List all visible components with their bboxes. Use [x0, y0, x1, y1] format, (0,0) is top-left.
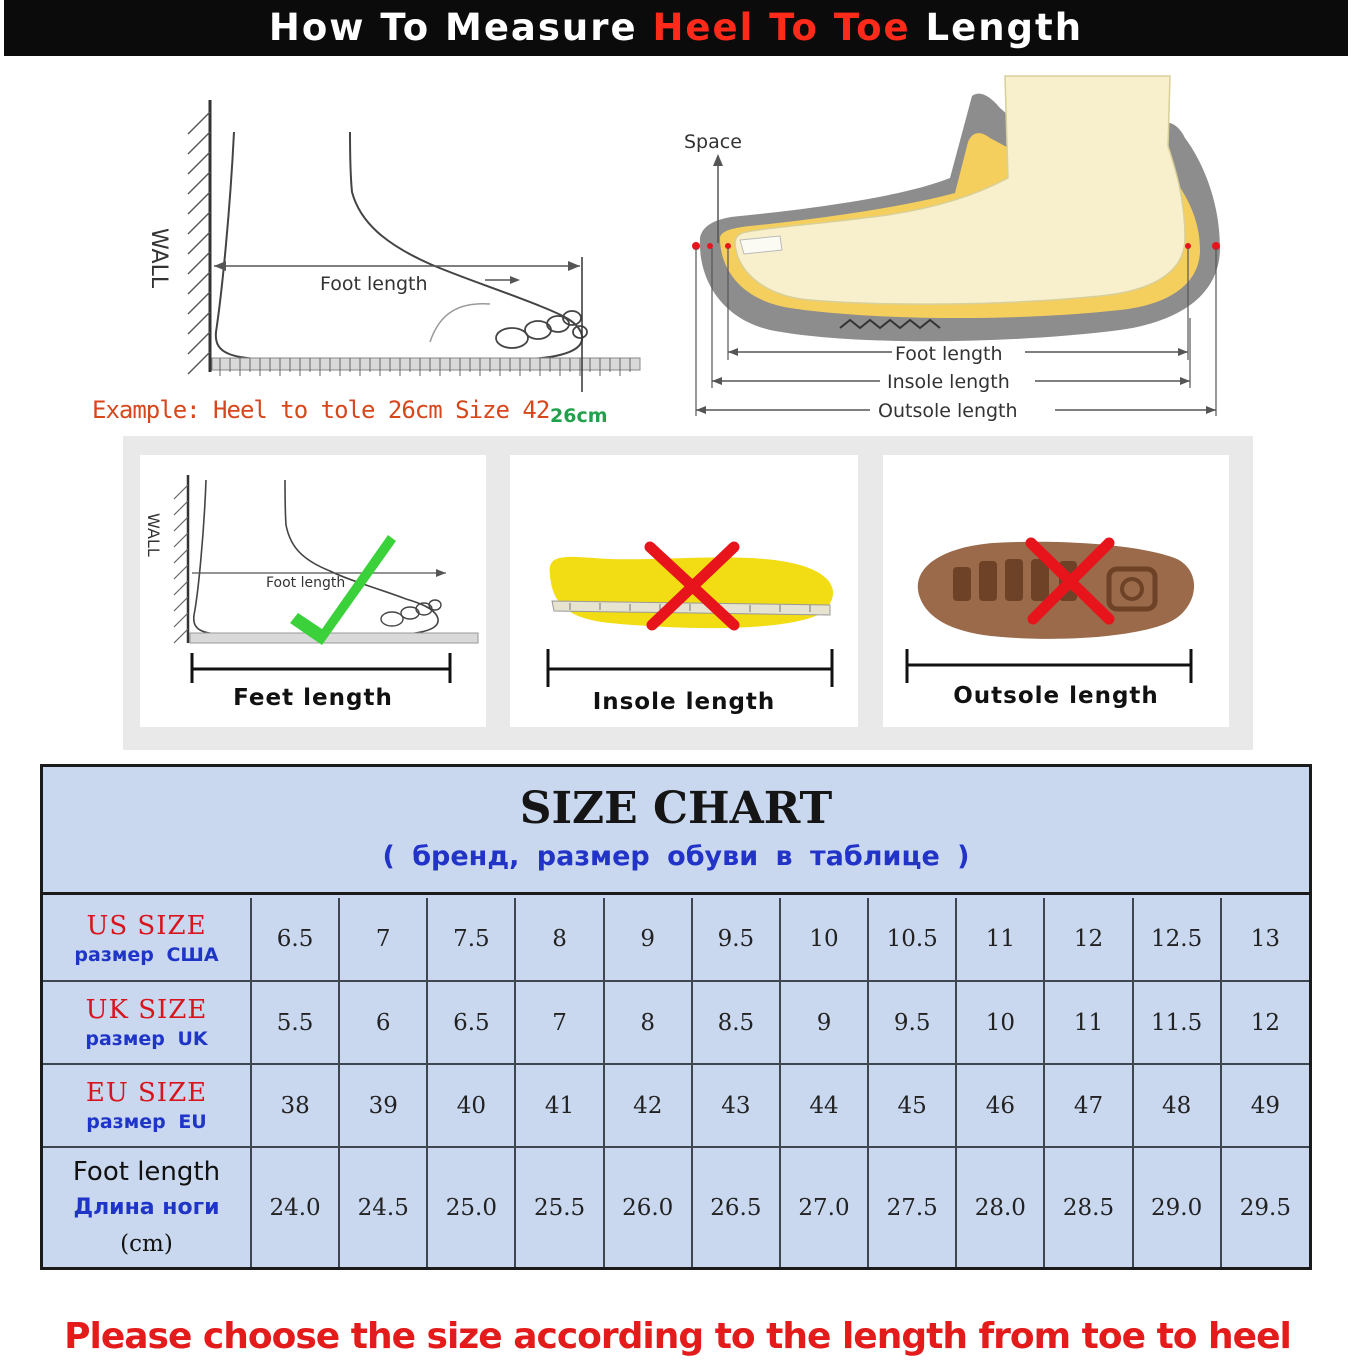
size-table — [43, 898, 1309, 1267]
table-cell: 9 — [780, 981, 868, 1064]
table-row-eu — [43, 1064, 1309, 1147]
table-cell: 43 — [692, 1064, 780, 1147]
table-cell: 10 — [780, 898, 868, 981]
table-row-uk — [43, 981, 1309, 1064]
table-cell: 10.5 — [868, 898, 956, 981]
table-cell: 12 — [1221, 981, 1309, 1064]
panel-wall-label: WALL — [144, 513, 163, 557]
table-cell: 12.5 — [1133, 898, 1221, 981]
us-size-sublabel: размер США — [74, 944, 219, 966]
table-cell: 8 — [604, 981, 692, 1064]
outsole-length-panel — [883, 455, 1229, 727]
feet-length-bracket — [140, 647, 486, 687]
table-cell: 12 — [1044, 898, 1132, 981]
foot-against-wall-diagram — [130, 92, 650, 392]
table-cell: 25.5 — [515, 1147, 603, 1267]
example-text: Example: Heel to tole 26cm Size 42 — [92, 396, 550, 424]
foot-length-row-sublabel: Длина ноги — [73, 1194, 220, 1220]
table-cell: 27.5 — [868, 1147, 956, 1267]
table-cell: 48 — [1133, 1064, 1221, 1147]
row-header-foot-length — [43, 1147, 251, 1267]
row-header-us — [43, 898, 251, 981]
row-header-uk — [43, 981, 251, 1064]
right-foot-length-label: Foot length — [895, 343, 1003, 365]
size-chart-title: SIZE CHART — [519, 783, 833, 834]
size-chart-subtitle: ( бренд, размер обуви в таблице ) — [382, 841, 970, 872]
size-chart-header — [43, 767, 1309, 895]
table-row-foot-length — [43, 1147, 1309, 1267]
insole-illustration — [510, 455, 858, 655]
shoe-cross-section-diagram — [680, 68, 1240, 428]
uk-size-label: UK SIZE — [85, 994, 208, 1025]
table-cell: 29.0 — [1133, 1147, 1221, 1267]
us-size-label: US SIZE — [86, 911, 207, 941]
table-cell: 26.0 — [604, 1147, 692, 1267]
table-cell: 6 — [339, 981, 427, 1064]
measurement-26cm-label: 26cm — [550, 405, 608, 427]
table-cell: 25.0 — [427, 1147, 515, 1267]
table-cell: 28.0 — [956, 1147, 1044, 1267]
insole-length-label: Insole length — [887, 371, 1010, 393]
outsole-length-bracket — [883, 645, 1229, 685]
table-cell: 10 — [956, 981, 1044, 1064]
table-cell: 42 — [604, 1064, 692, 1147]
feet-length-caption: Feet length — [233, 685, 393, 711]
table-cell: 26.5 — [692, 1147, 780, 1267]
table-cell: 44 — [780, 1064, 868, 1147]
table-cell: 7 — [515, 981, 603, 1064]
table-cell: 11 — [1044, 981, 1132, 1064]
footer-note: Please choose the size according to the length from toe to heel — [64, 1316, 1291, 1357]
table-cell: 29.5 — [1221, 1147, 1309, 1267]
space-label: Space — [684, 131, 742, 153]
table-cell: 27.0 — [780, 1147, 868, 1267]
table-cell: 9.5 — [692, 898, 780, 981]
table-cell: 49 — [1221, 1064, 1309, 1147]
insole-length-caption: Insole length — [592, 689, 776, 715]
table-cell: 8.5 — [692, 981, 780, 1064]
table-cell: 9.5 — [868, 981, 956, 1064]
table-cell: 5.5 — [251, 981, 339, 1064]
table-cell: 38 — [251, 1064, 339, 1147]
table-cell: 41 — [515, 1064, 603, 1147]
table-cell: 11.5 — [1133, 981, 1221, 1064]
table-cell: 11 — [956, 898, 1044, 981]
foot-length-label: Foot length — [320, 273, 428, 295]
table-cell: 40 — [427, 1064, 515, 1147]
table-row-us — [43, 898, 1309, 981]
feet-length-panel — [140, 455, 486, 727]
insole-length-panel — [510, 455, 858, 727]
table-cell: 8 — [515, 898, 603, 981]
title-highlight: Heel To Toe — [652, 6, 911, 49]
table-cell: 6.5 — [427, 981, 515, 1064]
feet-length-illustration — [140, 455, 486, 665]
panel-foot-length-label: Foot length — [266, 575, 346, 591]
row-header-eu — [43, 1064, 251, 1147]
table-cell: 6.5 — [251, 898, 339, 981]
eu-size-sublabel: размер EU — [86, 1110, 207, 1133]
table-cell: 39 — [339, 1064, 427, 1147]
table-cell: 24.5 — [339, 1147, 427, 1267]
eu-size-label: EU SIZE — [85, 1077, 208, 1108]
table-cell: 7.5 — [427, 898, 515, 981]
table-cell: 13 — [1221, 898, 1309, 981]
table-cell: 7 — [339, 898, 427, 981]
outsole-illustration — [883, 455, 1229, 655]
table-cell: 46 — [956, 1064, 1044, 1147]
title-part-2: Length — [910, 6, 1084, 49]
uk-size-sublabel: размер UK — [85, 1027, 208, 1050]
table-cell: 28.5 — [1044, 1147, 1132, 1267]
outsole-length-caption: Outsole length — [953, 683, 1159, 709]
size-chart — [40, 764, 1312, 1270]
table-cell: 9 — [604, 898, 692, 981]
title-part-1: How To Measure — [268, 6, 653, 49]
table-cell: 45 — [868, 1064, 956, 1147]
wall-label: WALL — [146, 228, 171, 289]
insole-length-bracket — [510, 647, 858, 687]
outsole-length-label: Outsole length — [878, 400, 1018, 422]
page-title — [4, 0, 1348, 56]
table-cell: 24.0 — [251, 1147, 339, 1267]
table-cell: 47 — [1044, 1064, 1132, 1147]
foot-length-row-label: Foot length — [72, 1156, 221, 1187]
foot-length-unit: (cm) — [120, 1230, 173, 1257]
